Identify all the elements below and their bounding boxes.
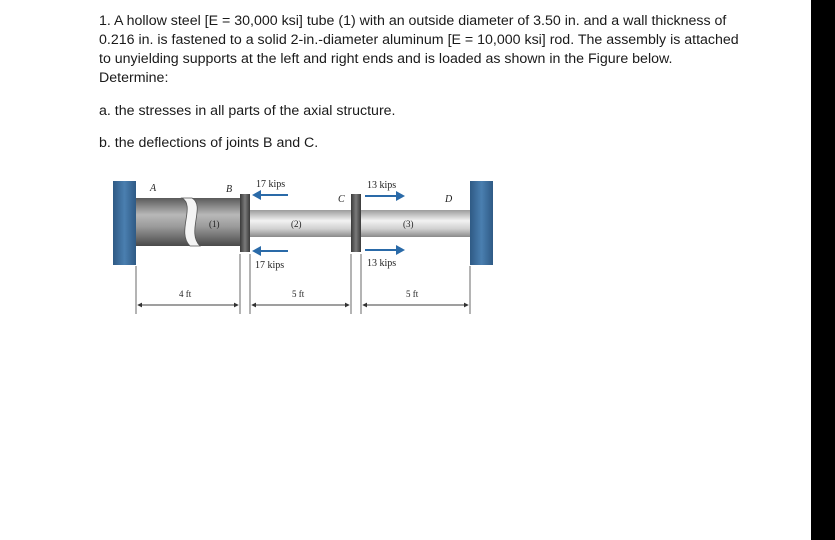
load-label-c-top: 13 kips bbox=[367, 180, 397, 191]
load-arrow-c-bottom bbox=[365, 245, 405, 255]
load-arrow-b-top bbox=[252, 190, 288, 200]
dimension-label-2: 5 ft bbox=[292, 289, 305, 299]
load-arrow-b-bottom bbox=[252, 246, 288, 256]
dimension-label-3: 5 ft bbox=[406, 289, 419, 299]
right-support bbox=[470, 181, 493, 265]
joint-label-b: B bbox=[226, 184, 233, 195]
member-label-3: (3) bbox=[403, 219, 414, 229]
load-label-c-bottom: 13 kips bbox=[367, 258, 397, 269]
load-label-b-bottom: 17 kips bbox=[255, 260, 285, 271]
member-label-1: (1) bbox=[209, 219, 220, 229]
problem-statement: 1. A hollow steel [E = 30,000 ksi] tube (1) with an outside diameter of 3.50 in. and a wall thickness of 0.216 in. is fastened to a solid 2-in.-diameter aluminum [E = 10,000 ksi] rod. The assembly is attached to unyielding supports at the left and right ends and is loaded as shown in the Figure below. Determine: bbox=[99, 13, 739, 86]
joint-label-a: A bbox=[150, 183, 157, 194]
aluminum-rod-member-3 bbox=[361, 210, 470, 237]
flange-plate-b bbox=[240, 194, 250, 252]
question-part-a: a. the stresses in all parts of the axial structure. bbox=[99, 103, 396, 119]
left-support bbox=[113, 181, 136, 265]
flange-plate-c bbox=[351, 194, 361, 252]
joint-label-d: D bbox=[445, 194, 453, 205]
joint-label-c: C bbox=[338, 194, 345, 205]
dimension-label-1: 4 ft bbox=[179, 289, 192, 299]
load-arrow-c-top bbox=[365, 191, 405, 201]
question-part-b: b. the deflections of joints B and C. bbox=[99, 135, 319, 151]
member-label-2: (2) bbox=[291, 219, 302, 229]
load-label-b-top: 17 kips bbox=[256, 179, 286, 190]
